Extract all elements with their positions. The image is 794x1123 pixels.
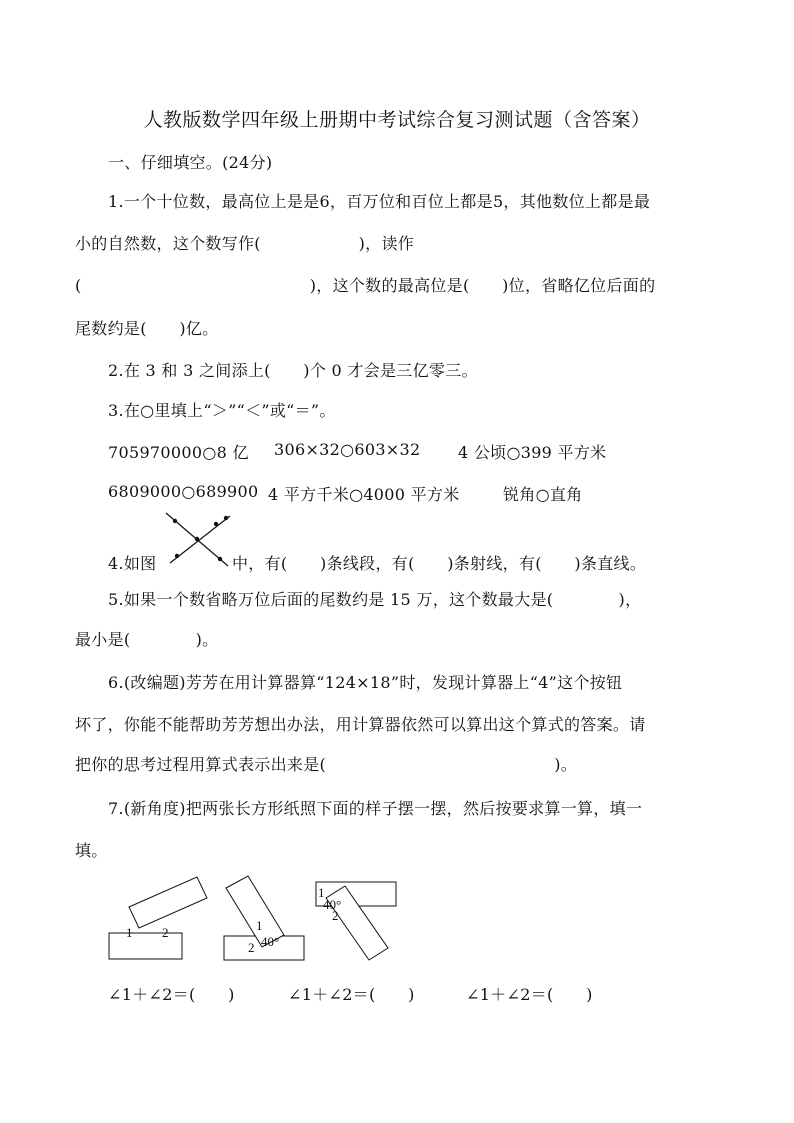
angle-2-label: 2 [162,925,169,940]
figure-point [218,557,222,561]
q4-suffix: 中，有( )条线段，有( )条射线，有( )条直线。 [232,554,647,573]
q6-line-3: 把你的思考过程用算式表示出来是( )。 [75,755,578,774]
angle-1-label: 1 [256,918,263,933]
q1-line-2: 小的自然数，这个数写作( )，读作 [75,234,415,253]
q7-line-1: 7.(新角度)把两张长方形纸照下面的样子摆一摆，然后按要求算一算，填一 [108,799,643,818]
page-title: 人教版数学四年级上册期中考试综合复习测试题（含答案） [143,109,651,131]
figure-point [195,537,199,541]
q5-line-2: 最小是( )。 [75,630,219,649]
q6-line-1: 6.(改编题)芳芳在用计算器算“124×18”时，发现计算器上“4”这个按钮 [108,673,623,692]
figure-point [173,519,177,523]
rectangles-figure-1 [105,870,215,965]
angle-2-label: 2 [332,908,339,923]
angle-1-label: 1 [126,925,133,940]
q5-line-1: 5.如果一个数省略万位后面的尾数约是 15 万，这个数最大是( )， [108,590,642,609]
q7-line-2: 填。 [75,841,108,860]
q3-row1-item2: 306×32○603×32 [274,440,421,459]
q4-prefix: 4.如图 [108,554,157,573]
q7-answer-1: ∠1＋∠2＝( ) [108,985,235,1004]
section-heading: 一、仔细填空。(24分) [108,153,273,172]
q6-line-2: 坏了，你能不能帮助芳芳想出办法，用计算器依然可以算出这个算式的答案。请 [75,715,646,734]
angle-1-label: 1 [318,885,325,900]
crossing-lines-figure [158,508,238,568]
q3-row2-item2: 4 平方千米○4000 平方米 [268,485,460,504]
angle-2-label: 2 [248,940,255,955]
figure-point [224,516,228,520]
figure-point [175,554,179,558]
angle-40-label: 40° [323,897,342,912]
rectangles-figure-2 [218,870,318,965]
q3-row1-item1: 705970000○8 亿 [108,443,249,462]
q1-line-4: 尾数约是( )亿。 [75,319,219,338]
q1-line-3: ( )，这个数的最高位是( )位，省略亿位后面的 [75,276,656,295]
q1-line-1: 1.一个十位数，最高位上是是6，百万位和百位上都是5，其他数位上都是最 [108,192,651,211]
q7-answer-3: ∠1＋∠2＝( ) [466,985,593,1004]
figure-point [214,522,218,526]
q2-line: 2.在 3 和 3 之间添上( )个 0 才会是三亿零三。 [108,361,478,380]
q3-row2-item3: 锐角○直角 [503,485,583,504]
q7-answer-2: ∠1＋∠2＝( ) [288,985,415,1004]
rectangles-figure-3 [312,870,404,970]
q3-row1-item3: 4 公顷○399 平方米 [458,443,607,462]
q3-line-1: 3.在○里填上“＞”“＜”或“＝”。 [108,401,336,420]
angle-40-label: 40° [261,934,280,949]
q3-row2-item1: 6809000○689900 [108,482,259,501]
